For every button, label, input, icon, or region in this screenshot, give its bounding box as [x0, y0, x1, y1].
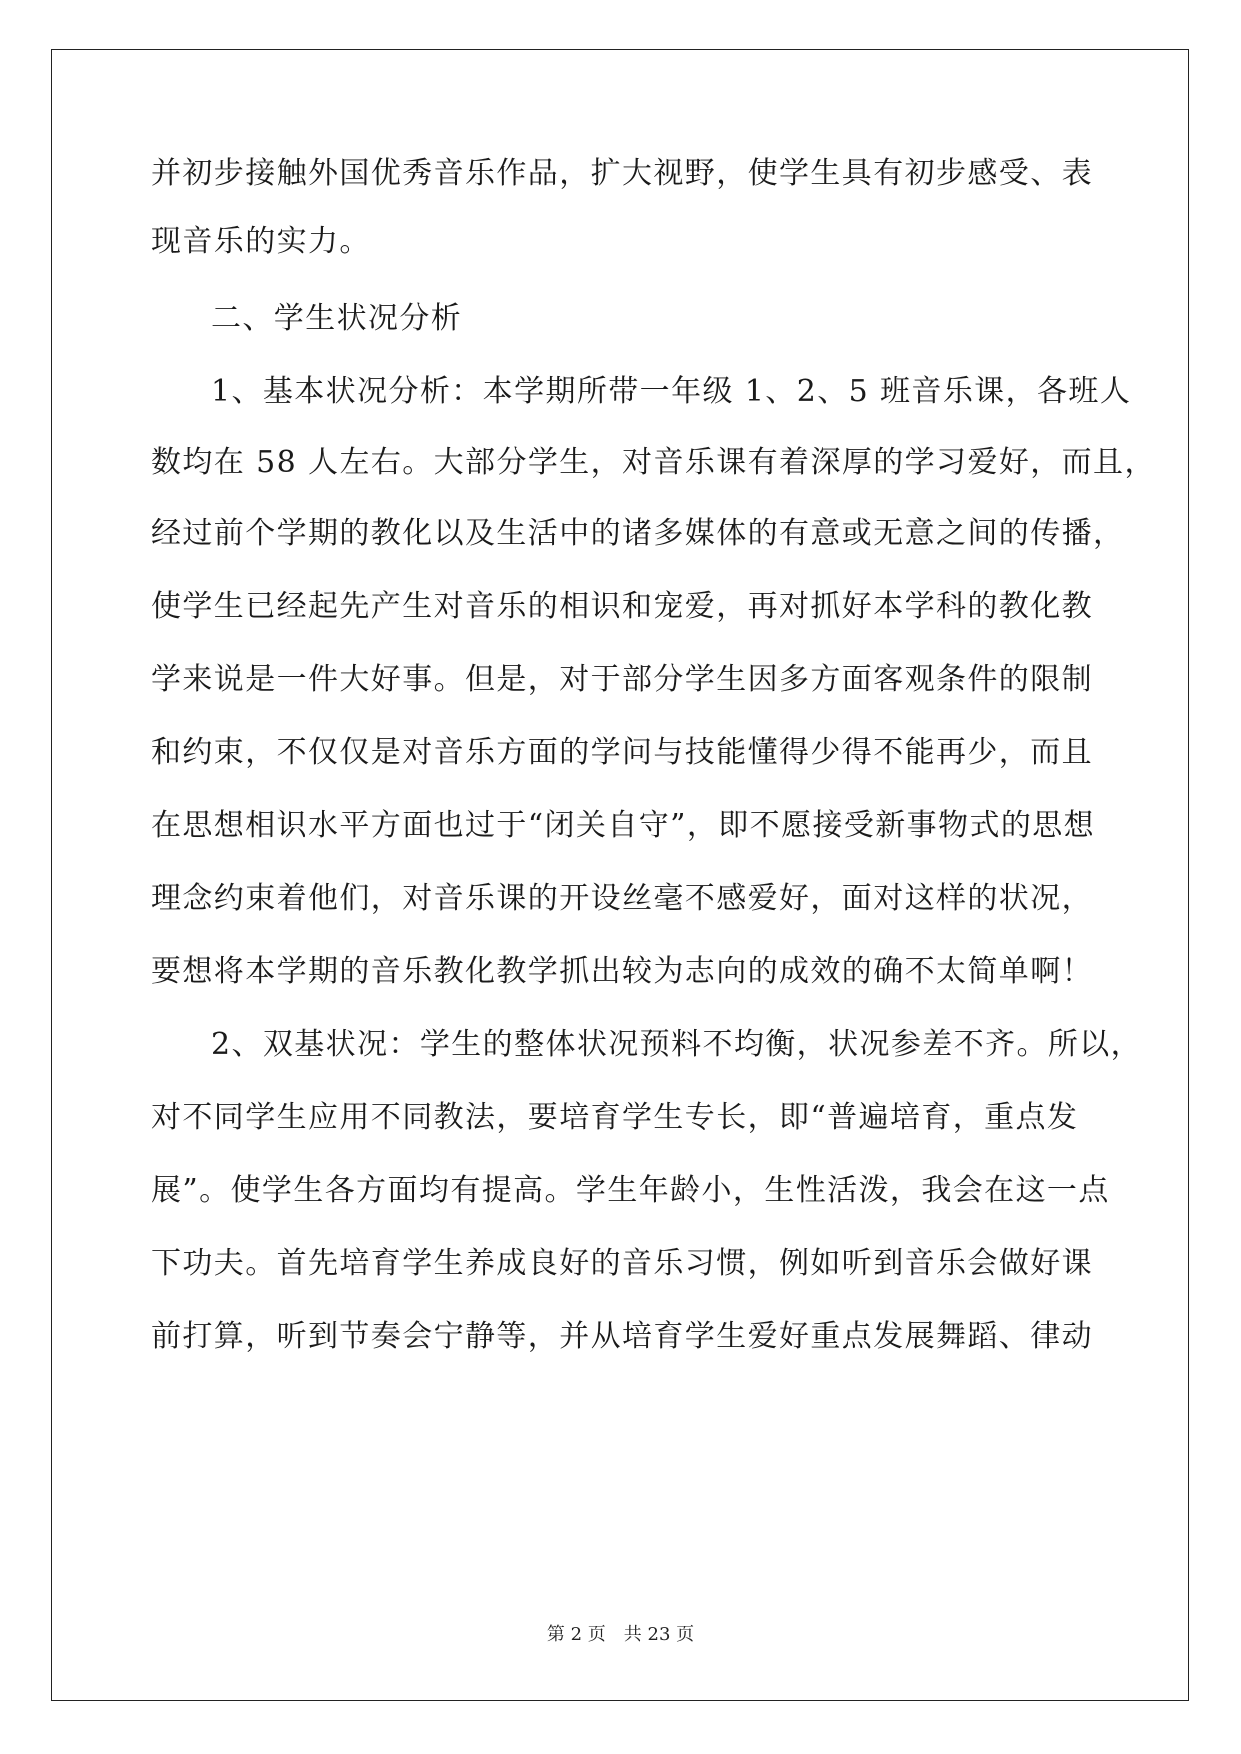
page-footer — [0, 1623, 1241, 1647]
text-line: 展”。使学生各方面均有提高。学生年龄小，生性活泼，我会在这一点 — [151, 1173, 1110, 1208]
page-total: 共 23 页 — [623, 1624, 695, 1645]
text-line: 和约束，不仅仅是对音乐方面的学问与技能懂得少得不能再少，而且 — [151, 735, 1093, 770]
text-line: 学来说是一件大好事。但是，对于部分学生因多方面客观条件的限制 — [151, 662, 1093, 697]
text-line: 使学生已经起先产生对音乐的相识和宠爱，再对抓好本学科的教化教 — [151, 589, 1093, 624]
text-line: 现音乐的实力。 — [151, 224, 371, 259]
text-line: 前打算，听到节奏会宁静等，并从培育学生爱好重点发展舞蹈、律动 — [151, 1319, 1093, 1354]
text-line: 并初步接触外国优秀音乐作品，扩大视野，使学生具有初步感受、表 — [151, 156, 1093, 191]
page-border — [51, 49, 1189, 1701]
text-line: 1、基本状况分析：本学期所带一年级 1、2、5 班音乐课，各班人 — [211, 374, 1132, 409]
text-line: 2、双基状况：学生的整体状况预料不均衡，状况参差不齐。所以， — [211, 1027, 1143, 1062]
text-line: 数均在 58 人左右。大部分学生，对音乐课有着深厚的学习爱好，而且， — [151, 445, 1156, 480]
text-line: 理念约束着他们，对音乐课的开设丝毫不感爱好，面对这样的状况， — [151, 881, 1093, 916]
text-line: 在思想相识水平方面也过于“闭关自守”，即不愿接受新事物式的思想 — [151, 808, 1096, 843]
page-number: 第 2 页 — [546, 1624, 606, 1645]
section-heading: 二、学生状况分析 — [211, 301, 463, 336]
text-line: 要想将本学期的音乐教化教学抓出较为志向的成效的确不太简单啊！ — [151, 954, 1093, 989]
text-line: 对不同学生应用不同教法，要培育学生专长，即“普遍培育，重点发 — [151, 1100, 1079, 1135]
text-line: 下功夫。首先培育学生养成良好的音乐习惯，例如听到音乐会做好课 — [151, 1246, 1093, 1281]
text-line: 经过前个学期的教化以及生活中的诸多媒体的有意或无意之间的传播， — [151, 516, 1125, 551]
